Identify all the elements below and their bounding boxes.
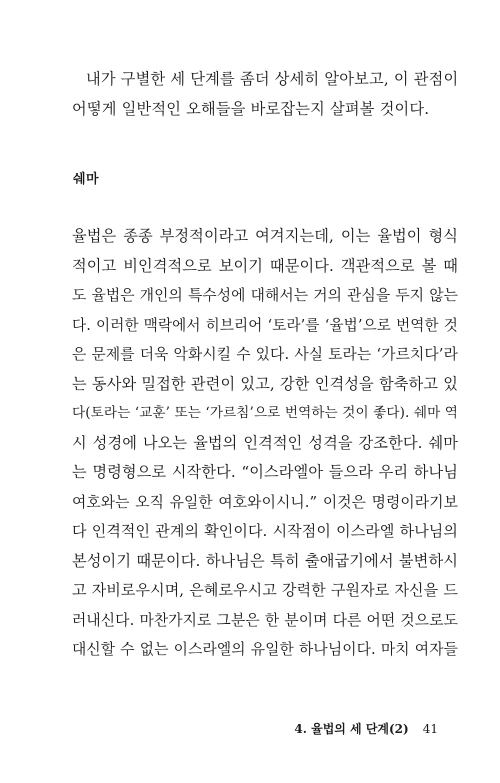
body-line: 여호와는 오직 유일한 여호와이시니.” 이것은 명령이라기보 (72, 493, 458, 511)
intro-line: 어떻게 일반적인 오해들을 바로잡는지 살펴볼 것이다. (72, 100, 430, 118)
body-line: 다. 이러한 맥락에서 히브리어 ‘토라’를 ‘율법’으로 번역한 것 (72, 316, 458, 334)
body-line: 본성이기 때문이다. 하나님은 특히 출애굽기에서 불변하시 (72, 551, 458, 570)
intro-paragraph (72, 64, 458, 124)
page-footer (294, 720, 438, 737)
body-line: 러내신다. 마찬가지로 그분은 한 분이며 다른 어떤 것으로도 (72, 611, 458, 629)
body-line: 는 동사와 밀접한 관련이 있고, 강한 인격성을 함축하고 있 (72, 374, 458, 393)
body-line: 고 자비로우시며, 은혜로우시고 강력한 구원자로 자신을 드 (72, 581, 458, 599)
body-paragraph (72, 222, 458, 665)
body-line: 는 명령형으로 시작한다. “이스라엘아 들으라 우리 하나님 (72, 463, 458, 481)
body-line: 적이고 비인격적으로 보이기 때문이다. 객관적으로 볼 때 (72, 256, 458, 275)
body-line: 다(토라는 ‘교훈’ 또는 ‘가르침’으로 번역하는 것이 좋다). 쉐마 역 (72, 405, 458, 421)
body-line: 다 인격적인 관계의 확인이다. 시작점이 이스라엘 하나님의 (72, 522, 458, 540)
page-number: 41 (422, 722, 438, 736)
body-line: 대신할 수 없는 이스라엘의 유일한 하나님이다. 마치 여자들 (72, 641, 458, 658)
body-line: 율법은 종종 부정적이라고 여겨지는데, 이는 율법이 형식 (72, 227, 458, 245)
running-head: 4. 율법의 세 단계(2) (294, 722, 409, 736)
body-line: 도 율법은 개인의 특수성에 대해서는 거의 관심을 두지 않는 (72, 287, 458, 304)
body-line: 은 문제를 더욱 악화시킬 수 있다. 사실 토라는 ‘가르치다’라 (72, 346, 458, 363)
body-line: 시 성경에 나오는 율법의 인격적인 성격을 강조한다. 쉐마 (72, 433, 458, 452)
intro-line: 내가 구별한 세 단계를 좀더 상세히 알아보고, 이 관점이 (86, 70, 459, 88)
section-heading: 쉐마 (73, 172, 100, 187)
